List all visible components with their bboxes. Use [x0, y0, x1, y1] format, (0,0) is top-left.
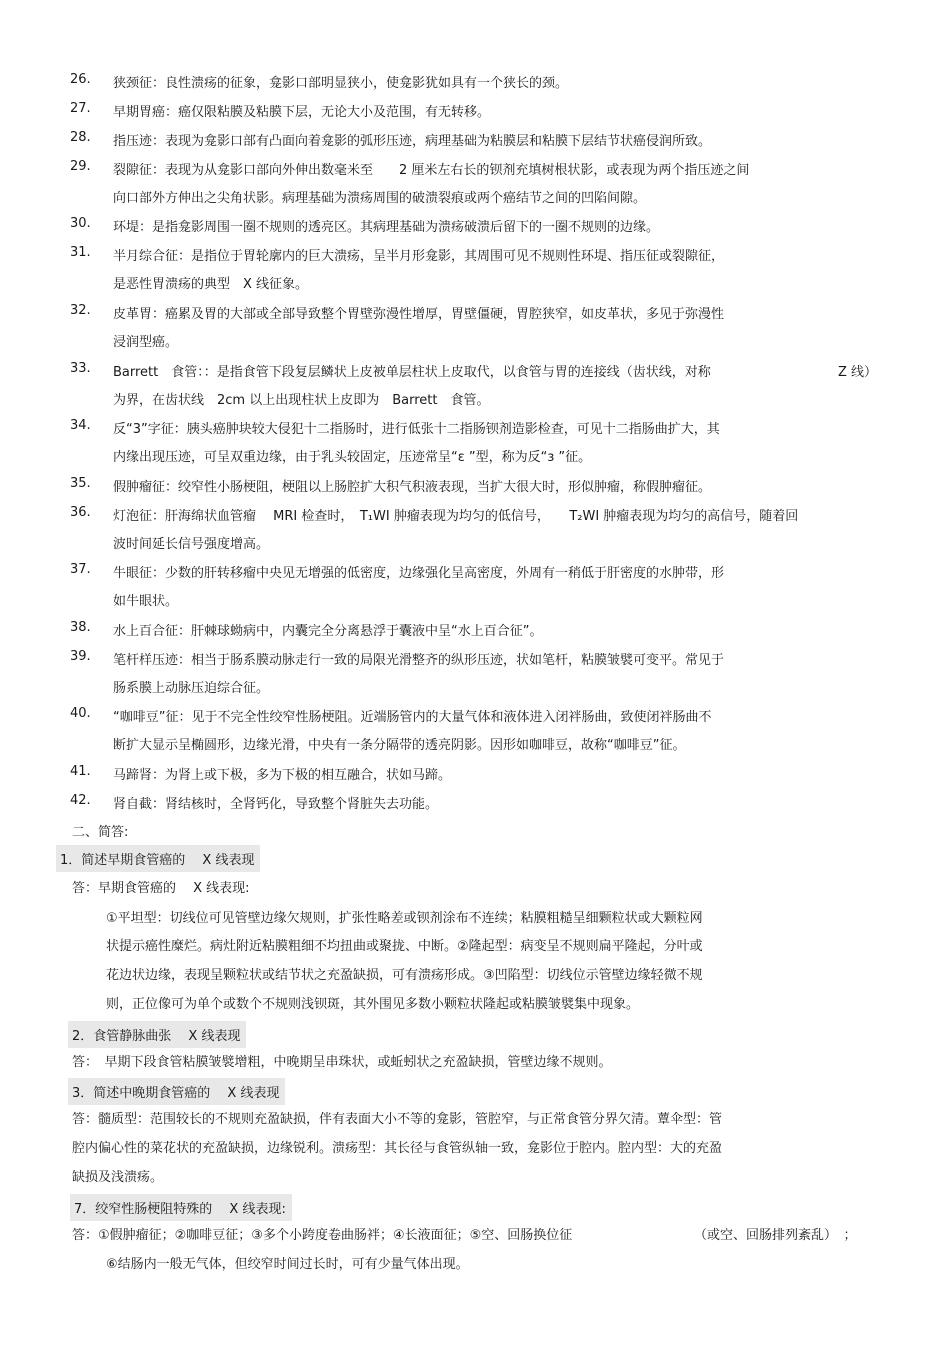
definition-text: 狭颈征：良性溃疡的征象，龛影口部明显狭小，使龛影犹如具有一个狭长的颈。	[113, 76, 569, 91]
item-number: 29.	[70, 159, 91, 174]
answer-1-line: 花边状边缘，表现呈颗粒状或结节状之充盈缺损，可有溃疡形成。③凹陷型：切线位示管壁边缘轻微不规	[106, 968, 703, 983]
item-number: 36.	[70, 505, 91, 520]
item-number: 37.	[70, 562, 91, 577]
definition-text: 浸润型癌。	[113, 335, 179, 350]
answer-3-line: 缺损及浅溃疡。	[72, 1170, 164, 1185]
definition-text: 半月综合征：是指位于胃轮廓内的巨大溃疡，呈半月形龛影，其周围可见不规则性环堤、指压征或裂隙征，	[113, 249, 725, 264]
item-number: 26.	[70, 72, 91, 87]
definition-text: 马蹄肾：为肾上或下极，多为下极的相互融合，状如马蹄。	[113, 768, 452, 783]
item-number: 40.	[70, 706, 91, 721]
definition-text: 波时间延长信号强度增高。	[113, 537, 270, 552]
answer-7-line: 答：①假肿瘤征；②咖啡豆征；③多个小跨度卷曲肠袢；④长液面征；⑤空、回肠换位征	[72, 1228, 573, 1243]
item-number: 39.	[70, 649, 91, 664]
item-number: 32.	[70, 303, 91, 318]
definition-text: 灯泡征：肝海绵状血管瘤 MRI 检查时， T₁WI 肿瘤表现为均匀的低信号， T₂WI 肿瘤表现为均匀的高信号，随着回	[113, 509, 799, 524]
answer-1-prefix: 答：早期食管癌的 X 线表现:	[72, 881, 250, 896]
definition-text: 水上百合征：肝棘球蚴病中，内囊完全分离悬浮于囊液中呈“水上百合征”。	[113, 624, 543, 639]
z-line-note: Z 线）	[838, 365, 878, 380]
item-number: 31.	[70, 245, 91, 260]
answer-1-line: ①平坦型：切线位可见管壁边缘欠规则，扩张性略差或钡剂涂布不连续；粘膜粗糙呈细颗粒状或大颗粒网	[106, 911, 703, 926]
item-number: 34.	[70, 418, 91, 433]
item-number: 33.	[70, 361, 91, 376]
item-number: 38.	[70, 620, 91, 635]
definition-text: 裂隙征：表现为从龛影口部向外伸出数毫米至 2 厘米左右长的钡剂充填树根状影，或表现为两个指压迹之间	[113, 163, 750, 178]
definition-text: 为界，在齿状线 2cm 以上出现柱状上皮即为 Barrett 食管。	[113, 393, 490, 408]
question-2-label: 2．食管静脉曲张 X 线表现	[68, 1021, 246, 1048]
definition-text: 假肿瘤征：绞窄性小肠梗阻，梗阻以上肠腔扩大积气积液表现，当扩大很大时，形似肿瘤，称假肿瘤征。	[113, 480, 712, 495]
definition-text: 牛眼征：少数的肝转移瘤中央见无增强的低密度，边缘强化呈高密度，外周有一稍低于肝密度的水肿带，形	[113, 566, 725, 581]
definition-text: 环堤：是指龛影周围一圈不规则的透亮区。其病理基础为溃疡破溃后留下的一圈不规则的边缘。	[113, 220, 660, 235]
question-1-label: 1．简述早期食管癌的 X 线表现	[56, 845, 260, 872]
definition-text: 早期胃癌：癌仅限粘膜及粘膜下层，无论大小及范围，有无转移。	[113, 105, 491, 120]
definition-text: “咖啡豆”征：见于不完全性绞窄性肠梗阻。近端肠管内的大量气体和液体进入闭袢肠曲，致使闭袢肠曲不	[113, 710, 712, 725]
definition-text: 如牛眼状。	[113, 594, 179, 609]
definition-text: Barrett 食管：：是指食管下段复层鳞状上皮被单层柱状上皮取代，以食管与胃的连接线（齿状线，对称	[113, 365, 711, 380]
definition-text: 向口部外方伸出之尖角状影。病理基础为溃疡周围的破溃裂痕或两个癌结节之间的凹陷间隙。	[113, 191, 647, 206]
item-number: 27.	[70, 101, 91, 116]
definition-text: 内缘出现压迹，可呈双重边缘，由于乳头较固定，压迹常呈“ε ”型，称为反“з ”征。	[113, 450, 592, 465]
answer-1-line: 状提示癌性糜烂。病灶附近粘膜粗细不均扭曲或聚拢、中断。②隆起型：病变呈不规则扁平隆起，分叶或	[106, 939, 703, 954]
definition-text: 反“3”字征：胰头癌肿块较大侵犯十二指肠时，进行低张十二指肠钡剂造影检查，可见十二指肠曲扩大，其	[113, 422, 720, 437]
definition-text: 是恶性胃溃疡的典型 X 线征象。	[113, 277, 309, 292]
answer-2-line: 答： 早期下段食管粘膜皱襞增粗，中晚期呈串珠状，或蚯蚓状之充盈缺损，管壁边缘不规则。	[72, 1055, 612, 1070]
item-number: 28.	[70, 130, 91, 145]
definition-text: 肠系膜上动脉压迫综合征。	[113, 681, 270, 696]
section-title: 二、简答:	[72, 825, 129, 840]
question-3-label: 3．简述中晚期食管癌的 X 线表现	[68, 1078, 285, 1105]
answer-1-line: 则，正位像可为单个或数个不规则浅钡斑，其外围见多数小颗粒状隆起或粘膜皱襞集中现象。	[106, 997, 640, 1012]
answer-7-line: ⑥结肠内一般无气体，但绞窄时间过长时，可有少量气体出现。	[106, 1257, 469, 1272]
answer-3-line: 腔内偏心性的菜花状的充盈缺损，边缘锐利。溃疡型：其长径与食管纵轴一致，龛影位于腔内。腔内型：大的充盈	[72, 1141, 723, 1156]
definition-text: 皮革胃：癌累及胃的大部或全部导致整个胃壁弥漫性增厚，胃壁僵硬，胃腔狭窄，如皮革状，多见于弥漫性	[113, 307, 725, 322]
item-number: 30.	[70, 216, 91, 231]
answer-7-line-right: （或空、回肠排列紊乱） ；	[694, 1228, 857, 1243]
item-number: 35.	[70, 476, 91, 491]
question-7-label: 7．绞窄性肠梗阻特殊的 X 线表现:	[70, 1194, 292, 1221]
definition-text: 笔杆样压迹：相当于肠系膜动脉走行一致的局限光滑整齐的纵形压迹，状如笔杆，粘膜皱襞可变平。常见于	[113, 653, 725, 668]
item-number: 41.	[70, 764, 91, 779]
definition-text: 肾自截：肾结核时，全肾钙化，导致整个肾脏失去功能。	[113, 797, 439, 812]
item-number: 42.	[70, 793, 91, 808]
definition-text: 断扩大显示呈椭圆形，边缘光滑，中央有一条分隔带的透亮阴影。因形如咖啡豆，故称“咖啡豆”征。	[113, 738, 686, 753]
answer-3-line: 答：髓质型：范围较长的不规则充盈缺损，伴有表面大小不等的龛影，管腔窄，与正常食管分界欠清。蕈伞型：管	[72, 1112, 723, 1127]
definition-text: 指压迹：表现为龛影口部有凸面向着龛影的弧形压迹，病理基础为粘膜层和粘膜下层结节状癌侵润所致。	[113, 134, 712, 149]
